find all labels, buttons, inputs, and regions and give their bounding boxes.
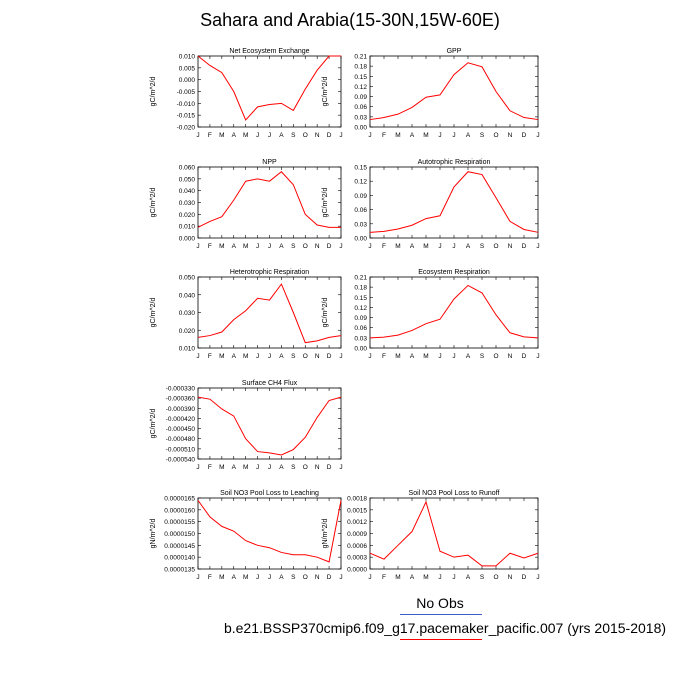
panel-1-ytick-label: 0.010 [178,53,195,61]
panel-4-xtick-label: A [465,243,471,250]
panel-2-title: GPP [446,48,462,55]
panel-9-xtick-label: J [438,574,442,581]
panel-7-ytick-label: -0.000480 [165,436,195,444]
panel-2-ytick-label: 0.21 [354,53,367,61]
panel-8-title: Soil NO3 Pool Loss to Leaching [220,490,319,497]
panel-3-xtick-label: M [242,243,249,250]
panel-2-xtick-label: F [382,132,386,139]
panel-1-xtick-label: J [255,132,260,139]
panel-6-xtick-label: O [493,353,499,360]
panel-7-ytick-label: -0.000390 [165,405,195,413]
panel-2-ytick-label: 0.12 [354,83,367,91]
panel-8-xtick-label: J [267,574,272,581]
panel-4-ytick-label: 0.12 [354,178,367,186]
panel-8-series-line [198,500,341,562]
panel-1-ylabel: gC/m^2/d [150,76,157,107]
panel-7-series-line [198,397,341,455]
panel-5-ytick-label: 0.010 [178,345,195,353]
panel-4-ytick-label: 0.15 [354,164,367,172]
panel-9-xtick-label: A [465,574,471,581]
panel-3-title: NPP [262,159,277,166]
panel-2-xtick-label: S [479,132,485,139]
panel-1-xtick-label: M [242,132,249,139]
panel-9-frame [370,498,538,569]
panel-7-xtick-label: M [242,464,249,471]
panel-2-ytick-label: 0.18 [354,63,367,71]
panel-1-series-line [198,56,341,120]
panel-2-xtick-label: J [438,132,442,139]
panel-9-xtick-label: M [395,574,401,581]
panel-5-xtick-label: M [242,353,249,360]
panel-2-ytick-label: 0.03 [354,114,367,122]
panel-2-ytick-label: 0.00 [354,124,367,132]
panel-7-frame [198,388,341,459]
panel-3-xtick-label: S [291,243,296,250]
panel-1-ytick-label: -0.010 [176,100,195,108]
panel-5-xtick-label: J [267,353,272,360]
panel-3-ytick-label: 0.020 [178,211,195,219]
panel-7-ytick-label: -0.000330 [165,385,195,393]
panel-2-xtick-label: J [536,132,540,139]
panel-1-xtick-label: N [314,132,320,139]
panel-8-ytick-label: 0.0000145 [164,542,195,550]
panel-6-frame [370,277,538,348]
panel-9-xtick-label: J [536,574,540,581]
panel-9-series-line [370,502,538,566]
panel-6-ylabel: gC/m^2/d [322,297,329,328]
panel-1-ytick-label: 0.000 [178,77,195,85]
panel-6-title: Ecosystem Respiration [418,269,490,276]
panel-8-ylabel: gN/m^2/d [150,518,157,549]
panel-3-ytick-label: 0.030 [178,200,195,207]
panel-8-ytick-label: 0.0000135 [164,566,195,574]
page-title: Sahara and Arabia(15-30N,15W-60E) [200,10,500,30]
panel-7-xtick-label: M [219,464,225,471]
panel-3-xtick-label: J [339,243,343,250]
panel-4-title: Autotrophic Respiration [417,159,491,166]
panel-4-ytick-label: 0.06 [354,207,367,215]
panel-1-xtick-label: A [279,132,284,139]
panel-5-series-line [198,284,341,343]
panel-7-ytick-label: -0.000420 [165,415,195,423]
panel-6-ytick-label: 0.15 [354,294,367,302]
panel-2-xtick-label: M [395,132,401,139]
panel-3-ytick-label: 0.010 [178,223,195,231]
panel-3-xtick-label: J [255,243,260,250]
panel-4-xtick-label: J [452,243,456,250]
panel-8-xtick-label: J [196,574,200,581]
panel-1-xtick-label: O [302,132,308,139]
panel-9-ytick-label: 0.0006 [347,542,367,550]
panel-3-xtick-label: N [314,243,320,250]
panel-1-xtick-label: J [267,132,272,139]
panel-6-xtick-label: M [423,353,429,360]
panel-4-ytick-label: 0.00 [354,235,367,243]
panel-6-xtick-label: D [521,353,527,360]
panel-4-xtick-label: N [507,243,513,250]
panel-3-frame [198,167,341,238]
panel-7-xtick-label: J [267,464,272,471]
panel-8-ytick-label: 0.0000140 [164,554,195,562]
panel-6-xtick-label: M [395,353,401,360]
panel-8-xtick-label: A [231,574,236,581]
panel-1-xtick-label: J [196,132,200,139]
panel-1-ytick-label: -0.020 [176,124,195,132]
panel-6-xtick-label: A [409,353,415,360]
panel-6-ytick-label: 0.00 [354,345,367,353]
panel-7-xtick-label: A [279,464,284,471]
panel-9-xtick-label: O [493,574,499,581]
panel-5-title: Heterotrophic Respiration [229,269,310,276]
panel-5-ytick-label: 0.040 [178,292,195,300]
panel-9-xtick-label: J [452,574,456,581]
panel-4-xtick-label: D [521,243,527,250]
panel-8-xtick-label: N [314,574,320,581]
panel-1-ytick-label: -0.005 [176,89,195,96]
panel-7-xtick-label: S [291,464,296,471]
panel-5-xtick-label: S [291,353,296,360]
panel-4-ytick-label: 0.03 [354,221,367,229]
panel-9-ytick-label: 0.0012 [347,519,367,527]
panel-6-xtick-label: J [438,353,442,360]
panel-6-ytick-label: 0.18 [354,284,367,292]
panel-9-xtick-label: M [423,574,429,581]
panel-6-xtick-label: J [536,353,540,360]
panel-3-ylabel: gC/m^2/d [150,187,157,218]
panel-9-ylabel: gN/m^2/d [322,518,329,549]
case-legend-line [400,639,482,640]
panel-1-xtick-label: D [326,132,332,139]
panel-7-ylabel: gC/m^2/d [150,408,157,439]
panel-8-xtick-label: A [279,574,284,581]
panel-4-frame [370,167,538,238]
panel-4-xtick-label: A [409,243,415,250]
panel-7-ytick-label: -0.000450 [165,426,195,434]
panel-8-xtick-label: F [207,574,212,581]
panel-3-xtick-label: J [196,243,200,250]
panel-3-ytick-label: 0.000 [178,235,195,243]
panel-6-ytick-label: 0.03 [354,335,367,343]
panel-5-xtick-label: F [207,353,212,360]
panel-3-xtick-label: A [231,243,236,250]
panel-6-xtick-label: J [368,353,372,360]
panel-8-xtick-label: M [242,574,249,581]
panel-7-xtick-label: A [231,464,236,471]
panel-8-xtick-label: D [326,574,332,581]
panel-2-ytick-label: 0.09 [354,94,367,102]
panel-1-xtick-label: A [231,132,236,139]
panel-9-xtick-label: F [382,574,386,581]
panel-6-ytick-label: 0.21 [354,274,367,282]
panel-7-ytick-label: -0.000360 [165,395,195,403]
panel-1-ytick-label: -0.015 [176,112,195,120]
panel-4-xtick-label: M [423,243,429,250]
panel-9-ytick-label: 0.0003 [347,554,367,562]
panel-4-xtick-label: J [368,243,372,250]
panel-8-ytick-label: 0.0000160 [164,507,195,515]
panel-8-xtick-label: J [255,574,260,581]
panel-2-xtick-label: J [452,132,456,139]
panel-8-ytick-label: 0.0000150 [164,531,195,538]
panel-9-xtick-label: S [479,574,485,581]
panel-2-xtick-label: A [465,132,471,139]
panel-9-ytick-label: 0.0000 [347,566,367,574]
panel-3-ytick-label: 0.060 [178,164,195,172]
panel-3-xtick-label: D [326,243,332,250]
panel-7-xtick-label: F [207,464,212,471]
panel-4-ytick-label: 0.09 [354,192,367,200]
panel-5-xtick-label: D [326,353,332,360]
panel-3-xtick-label: J [267,243,272,250]
panel-6-xtick-label: S [479,353,485,360]
panel-9-title: Soil NO3 Pool Loss to Runoff [408,490,500,497]
panel-2-xtick-label: N [507,132,513,139]
panel-5-xtick-label: J [339,353,343,360]
panel-1-ytick-label: 0.005 [178,65,195,73]
panel-2-ylabel: gC/m^2/d [322,76,329,107]
panel-8-xtick-label: J [339,574,343,581]
panel-4-xtick-label: S [479,243,485,250]
panel-7-xtick-label: J [339,464,343,471]
panel-6-ytick-label: 0.09 [354,315,367,323]
panel-2-xtick-label: A [409,132,415,139]
panel-4-xtick-label: M [395,243,401,250]
panel-2-series-line [370,63,538,120]
panel-6-ytick-label: 0.12 [354,304,367,312]
panel-2-xtick-label: M [423,132,429,139]
panel-3-ytick-label: 0.040 [178,188,195,196]
panel-5-ytick-label: 0.030 [178,310,195,317]
panel-5-xtick-label: O [302,353,308,360]
panel-9-xtick-label: D [521,574,527,581]
panel-9-ytick-label: 0.0015 [347,507,367,515]
panel-2-ytick-label: 0.06 [354,104,367,112]
panel-4-series-line [370,172,538,233]
panel-7-ytick-label: -0.000510 [165,446,195,454]
panel-8-ytick-label: 0.0000155 [164,519,195,527]
panel-7-xtick-label: D [326,464,332,471]
panel-5-xtick-label: M [219,353,225,360]
panel-8-xtick-label: S [291,574,296,581]
panel-5-ylabel: gC/m^2/d [150,297,157,328]
panel-6-xtick-label: N [507,353,513,360]
panel-4-ylabel: gC/m^2/d [322,187,329,218]
panel-2-xtick-label: J [368,132,372,139]
panel-7-ytick-label: -0.000540 [165,456,195,464]
panel-8-ytick-label: 0.0000165 [164,495,195,503]
panel-8-xtick-label: O [302,574,308,581]
panel-4-xtick-label: J [536,243,540,250]
panel-2-xtick-label: O [493,132,499,139]
panel-3-xtick-label: A [279,243,284,250]
panel-5-xtick-label: A [231,353,236,360]
panel-6-xtick-label: A [465,353,471,360]
panel-2-frame [370,56,538,127]
panel-5-ytick-label: 0.020 [178,327,195,335]
panel-4-xtick-label: O [493,243,499,250]
panel-7-xtick-label: O [302,464,308,471]
panel-6-xtick-label: F [382,353,386,360]
panel-6-xtick-label: J [452,353,456,360]
panel-3-series-line [198,172,341,228]
panel-2-xtick-label: D [521,132,527,139]
panel-3-xtick-label: F [207,243,212,250]
panel-5-xtick-label: N [314,353,320,360]
panel-3-ytick-label: 0.050 [178,176,195,184]
panel-5-ytick-label: 0.050 [178,274,195,282]
panel-5-xtick-label: A [279,353,284,360]
panel-9-xtick-label: A [409,574,415,581]
panel-1-xtick-label: M [219,132,225,139]
panel-8-xtick-label: M [219,574,225,581]
panel-1-title: Net Ecosystem Exchange [229,48,310,55]
panel-6-ytick-label: 0.06 [354,325,367,333]
panel-9-ytick-label: 0.0009 [347,531,367,538]
panel-9-xtick-label: N [507,574,513,581]
panel-4-xtick-label: F [382,243,386,250]
panel-7-xtick-label: J [196,464,200,471]
obs-legend-line [400,614,482,615]
obs-legend-label: No Obs [416,595,464,611]
panel-4-xtick-label: J [438,243,442,250]
panel-5-frame [198,277,341,348]
panel-1-xtick-label: J [339,132,343,139]
panel-6-series-line [370,285,538,337]
panel-2-ytick-label: 0.15 [354,73,367,81]
panel-3-xtick-label: O [302,243,308,250]
panel-1-xtick-label: S [291,132,296,139]
panel-9-ytick-label: 0.0018 [347,495,367,503]
panel-7-xtick-label: J [255,464,260,471]
panel-1-xtick-label: F [207,132,212,139]
panel-5-xtick-label: J [196,353,200,360]
case-legend-label: b.e21.BSSP370cmip6.f09_g17.pacemaker_pacific.007 (yrs 2015-2018) [223,620,667,636]
panel-9-xtick-label: J [368,574,372,581]
panel-7-xtick-label: N [314,464,320,471]
panel-3-xtick-label: M [219,243,225,250]
panel-5-xtick-label: J [255,353,260,360]
panel-7-title: Surface CH4 Flux [241,380,298,387]
